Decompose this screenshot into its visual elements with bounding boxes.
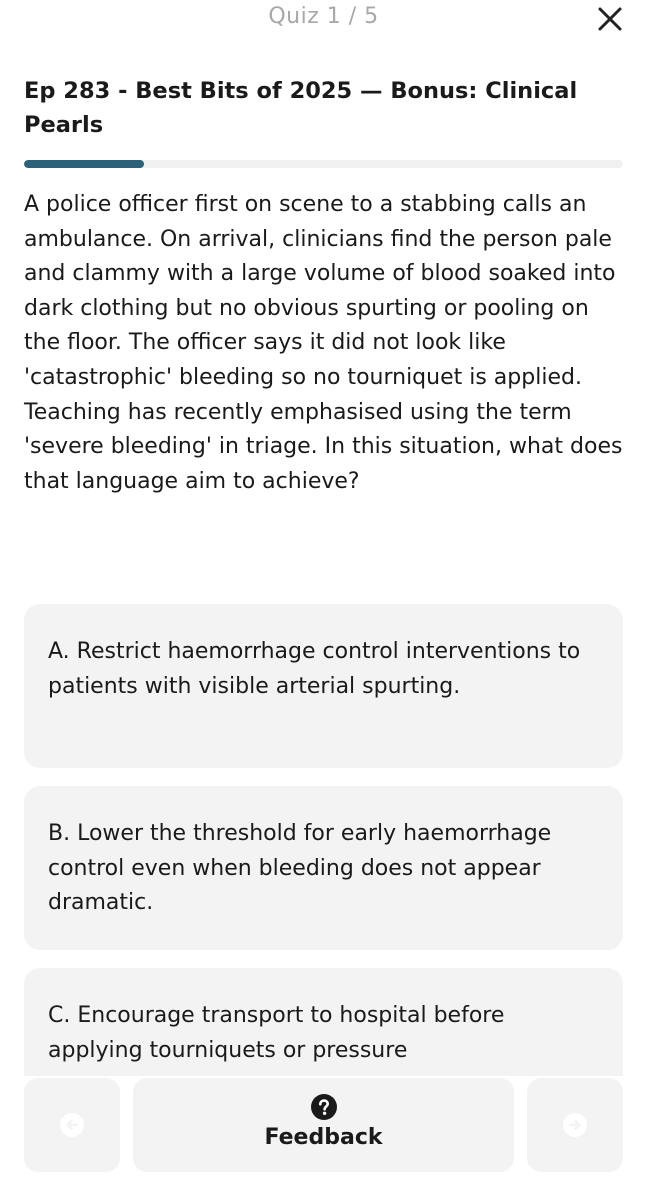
close-button[interactable]: [592, 4, 628, 34]
progress-bar: [24, 160, 623, 168]
episode-title: Ep 283 - Best Bits of 2025 — Bonus: Clinical Pearls: [24, 78, 578, 138]
answer-option-c-label: C. Encourage transport to hospital before applying tourniquets or pressure: [48, 1003, 505, 1063]
next-button[interactable]: [527, 1078, 623, 1172]
feedback-label: Feedback: [264, 1125, 383, 1150]
answer-list[interactable]: [24, 604, 624, 1076]
answer-option-b-label: B. Lower the threshold for early haemorrhage control even when bleeding does not appear dramatic.: [48, 821, 552, 916]
question-icon: [311, 1094, 337, 1120]
feedback-button[interactable]: [133, 1078, 514, 1172]
question-text: A police officer first on scene to a stabbing calls an ambulance. On arrival, clinicians find the person pale and clammy with a large volume of blood soaked into dark clothing but no obvious spurting or pooling on the floor. The officer says it did not look like 'catastrophic' bleeding so no tourniquet is applied. Teaching has recently emphasised using the term 'severe bleeding' in triage. In this situation, what does that language aim to achieve?: [24, 192, 623, 494]
progress-bar-fill: [24, 160, 144, 168]
previous-button[interactable]: [24, 1078, 120, 1172]
answer-option-b[interactable]: [24, 786, 623, 950]
close-icon: [592, 4, 628, 34]
arrow-left-icon: [60, 1113, 84, 1137]
answer-option-a[interactable]: [24, 604, 623, 768]
answer-option-a-label: A. Restrict haemorrhage control interventions to patients with visible arterial spurting.: [48, 639, 581, 699]
quiz-counter: Quiz 1 / 5: [268, 4, 379, 29]
answer-option-c[interactable]: [24, 968, 623, 1076]
arrow-right-icon: [563, 1113, 587, 1137]
